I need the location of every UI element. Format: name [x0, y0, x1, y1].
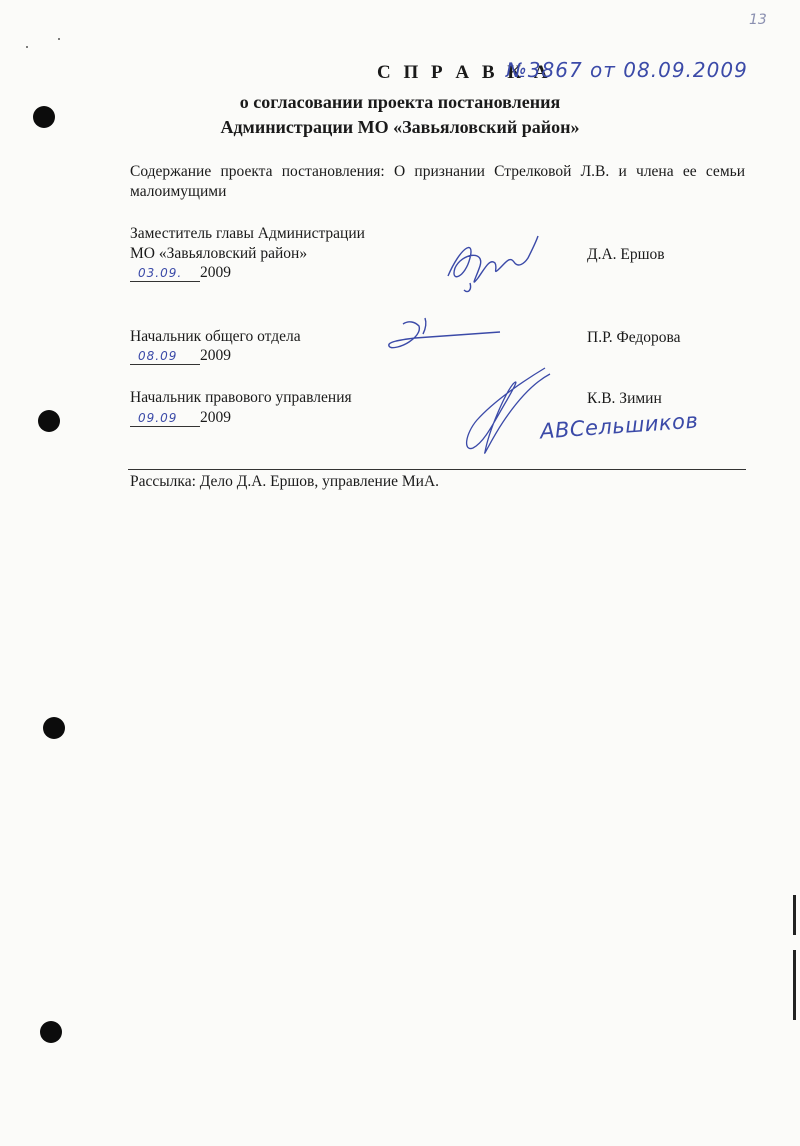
approval-date: [130, 408, 231, 427]
signature-ershov: [440, 228, 550, 298]
distribution-list: Рассылка: Дело Д.А. Ершов, управление МиА.: [130, 473, 440, 490]
scan-edge-mark: [793, 950, 796, 1020]
handwritten-page-number: 13: [749, 12, 767, 28]
content-line-1: Содержание проекта постановления: О признании Стрелковой Л.В. и члена ее семьи: [130, 163, 745, 180]
content-paragraph: [130, 162, 745, 202]
approval-date: [130, 346, 231, 365]
document-title: [0, 60, 800, 140]
punch-hole: [38, 410, 60, 432]
scan-speck: [58, 38, 60, 40]
content-line-2: малоимущими: [130, 183, 227, 200]
handwritten-signature-name: АВСельшиков: [539, 408, 700, 444]
approval-date: [130, 263, 231, 282]
handwritten-date: 09.09: [138, 411, 178, 425]
scan-speck: [26, 46, 28, 48]
approval-year: 2009: [200, 264, 231, 281]
title-line-1: о согласовании проекта постановления: [239, 92, 561, 112]
approver-role: Начальник правового управления: [130, 389, 352, 406]
handwritten-date: 03.09.: [138, 266, 183, 280]
title-main: С П Р А В К А: [377, 62, 552, 83]
punch-hole: [43, 717, 65, 739]
scan-edge-mark: [793, 895, 796, 935]
handwritten-date: 08.09: [138, 349, 178, 363]
title-line-2: Администрации МО «Завьяловский район»: [220, 117, 580, 137]
signature-zimin: [455, 360, 565, 460]
approver-name: Д.А. Ершов: [587, 246, 665, 263]
approval-year: 2009: [200, 347, 231, 364]
signature-fedorova: [385, 312, 510, 357]
approval-year: 2009: [200, 409, 231, 426]
approver-name: К.В. Зимин: [587, 390, 662, 407]
approver-name: П.Р. Федорова: [587, 329, 681, 346]
handwritten-registration-number: №3867 от 08.09.2009: [506, 58, 748, 82]
approver-role: Заместитель главы Администрации МО «Завьяловский район»: [130, 225, 365, 262]
approver-role: Начальник общего отдела: [130, 328, 301, 345]
separator-line: [128, 469, 746, 470]
punch-hole: [40, 1021, 62, 1043]
